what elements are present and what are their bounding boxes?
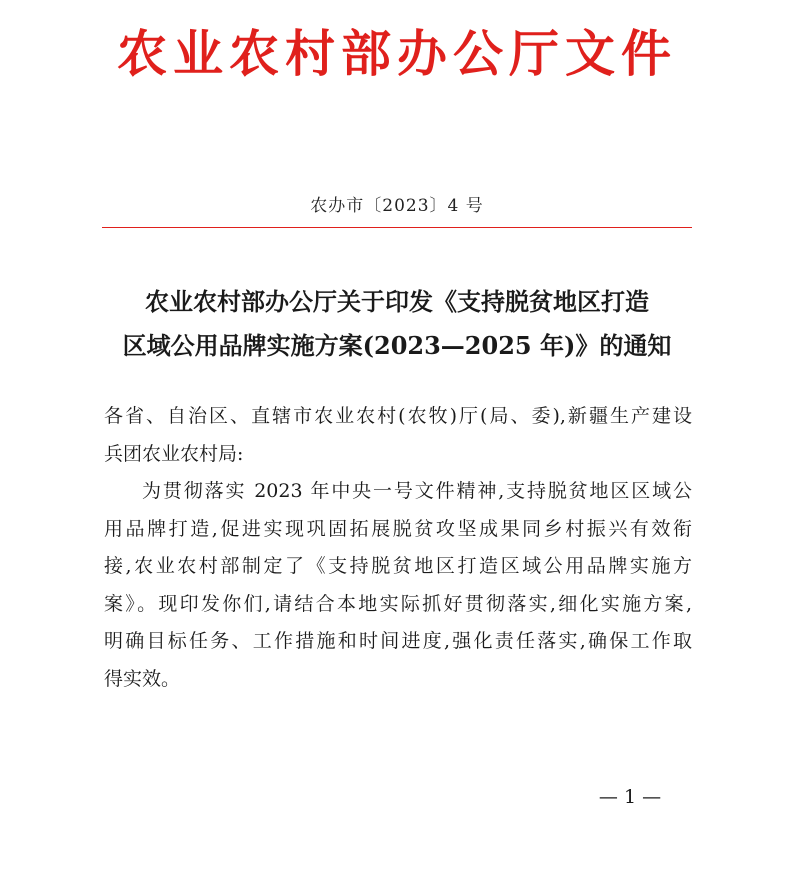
addressee-line-2: 兵团农业农村局:	[104, 442, 244, 465]
paragraph-line-3: 接,农业农村部制定了《支持脱贫地区打造区域公用品牌实施方	[104, 555, 692, 577]
addressee-line-1: 各省、自治区、直辖市农业农村(农牧)厅(局、委),新疆生产建设	[104, 405, 692, 427]
paragraph-line-1: 为贯彻落实 2023 年中央一号文件精神,支持脱贫地区区域公	[142, 480, 692, 502]
red-divider-line	[102, 227, 692, 228]
notice-title	[60, 280, 734, 368]
paragraph-line-5: 明确目标任务、工作措施和时间进度,强化责任落实,确保工作取	[104, 630, 692, 652]
notice-title-line-1: 农业农村部办公厅关于印发《支持脱贫地区打造	[145, 287, 649, 316]
paragraph-line-2: 用品牌打造,促进实现巩固拓展脱贫攻坚成果同乡村振兴有效衔	[104, 517, 692, 540]
notice-body	[104, 398, 692, 698]
page-number: — 1 —	[598, 786, 662, 808]
paragraph-line-6: 得实效。	[104, 667, 181, 690]
paragraph-line-4: 案》。现印发你们,请结合本地实际抓好贯彻落实,细化实施方案,	[104, 592, 692, 615]
document-number: 农办市〔2023〕4 号	[310, 196, 484, 216]
notice-title-line-2: 区域公用品牌实施方案(2023—2025 年)》的通知	[122, 331, 672, 360]
issuing-office-header: 农业农村部办公厅文件	[117, 24, 677, 83]
